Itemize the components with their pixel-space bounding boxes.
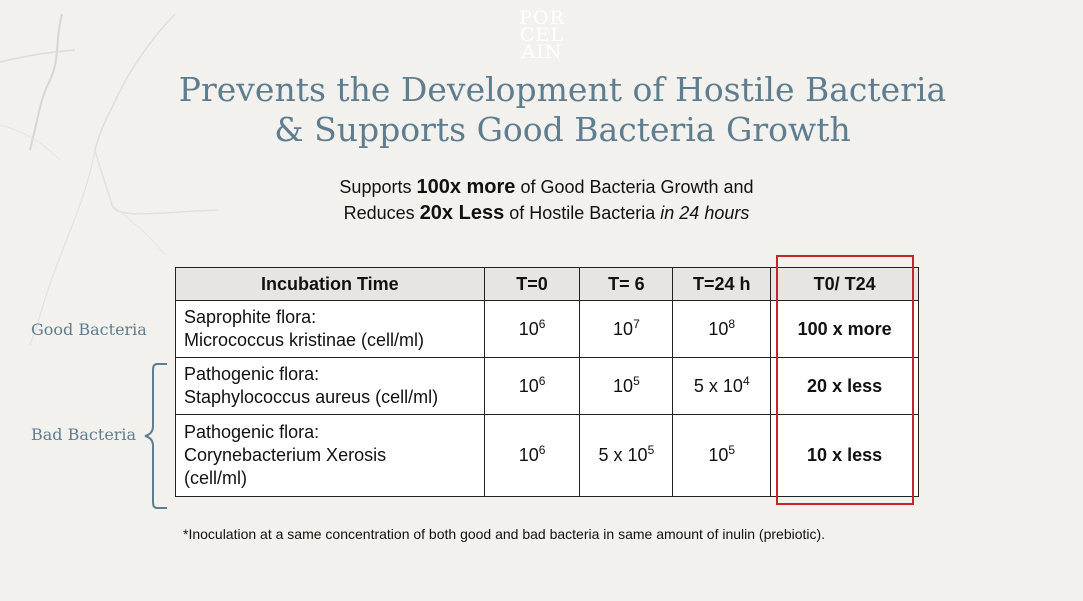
value-base: 5 x 10 (693, 375, 743, 396)
value-exponent: 6 (538, 373, 546, 388)
subtitle-emphasis: 100x more (416, 176, 516, 198)
good-bacteria-label: Good Bacteria (31, 320, 147, 339)
subtitle-line-2 (0, 200, 1083, 226)
title-line-1: Prevents the Development of Hostile Bacteria (178, 70, 947, 109)
t24-value (673, 301, 771, 358)
value-exponent: 5 (647, 443, 655, 457)
value-base: 10 (708, 445, 729, 465)
subtitle-text: of Hostile Bacteria (504, 203, 661, 223)
organism-type: Saprophite flora: (184, 307, 317, 327)
organism-cell (176, 415, 485, 497)
page-title (0, 70, 1083, 150)
organism-type: Pathogenic flora: (184, 422, 320, 442)
bacteria-table (175, 267, 919, 497)
ratio-value: 100 x more (771, 301, 919, 358)
table-row (176, 415, 919, 497)
page-subtitle (0, 174, 1083, 226)
value-base: 5 x 10 (598, 445, 648, 465)
subtitle-text: of Good Bacteria Growth and (515, 177, 754, 197)
subtitle-text: Supports (339, 177, 417, 197)
ratio-value: 20 x less (771, 358, 919, 415)
title-line-2: & Supports Good Bacteria Growth (274, 110, 851, 149)
organism-cell (176, 358, 485, 415)
col-header-t24: T=24 h (673, 268, 771, 301)
value-exponent: 5 (728, 443, 736, 457)
table-row (176, 358, 919, 415)
t0-value (484, 301, 580, 358)
organism-unit: (cell/ml) (184, 468, 247, 488)
footnote: *Inoculation at a same concentration of both good and bad bacteria in same amount of inulin (prebiotic). (183, 526, 826, 542)
brand-logo (505, 7, 579, 63)
organism-cell (176, 301, 485, 358)
t6-value (580, 358, 673, 415)
organism-name: Micrococcus kristinae (cell/ml) (184, 330, 425, 350)
t0-value (484, 358, 580, 415)
col-header-t0: T=0 (484, 268, 580, 301)
subtitle-italic: in 24 hours (660, 203, 750, 223)
t24-value (673, 415, 771, 497)
organism-name: Staphylococcus aureus (cell/ml) (184, 387, 439, 407)
t0-value (484, 415, 580, 497)
value-base: 10 (613, 375, 634, 396)
table-header-row (176, 268, 919, 301)
value-exponent: 6 (538, 316, 546, 331)
value-exponent: 5 (633, 373, 640, 388)
subtitle-emphasis: 20x Less (419, 202, 505, 224)
value-exponent: 8 (728, 316, 736, 331)
bad-bacteria-brace (143, 362, 171, 510)
subtitle-line-1 (0, 174, 1083, 200)
logo-line: POR (519, 7, 565, 29)
bad-bacteria-label: Bad Bacteria (31, 425, 137, 444)
organism-name: Corynebacterium Xerosis (184, 445, 387, 465)
value-base: 10 (613, 318, 634, 339)
ratio-value: 10 x less (771, 415, 919, 497)
value-base: 10 (708, 318, 729, 339)
table-row (176, 301, 919, 358)
t6-value (580, 415, 673, 497)
value-exponent: 6 (538, 443, 546, 457)
logo-line: AIN (521, 41, 563, 63)
value-base: 10 (518, 318, 539, 339)
col-header-ratio: T0/ T24 (771, 268, 919, 301)
t6-value (580, 301, 673, 358)
value-exponent: 4 (742, 373, 750, 388)
col-header-t6: T= 6 (580, 268, 673, 301)
value-base: 10 (518, 375, 539, 396)
t24-value (673, 358, 771, 415)
col-header-incubation-time: Incubation Time (176, 268, 485, 301)
value-exponent: 7 (633, 316, 640, 331)
organism-type: Pathogenic flora: (184, 364, 320, 384)
value-base: 10 (518, 445, 539, 465)
logo-line: CEL (519, 24, 565, 46)
subtitle-text: Reduces (343, 203, 420, 223)
